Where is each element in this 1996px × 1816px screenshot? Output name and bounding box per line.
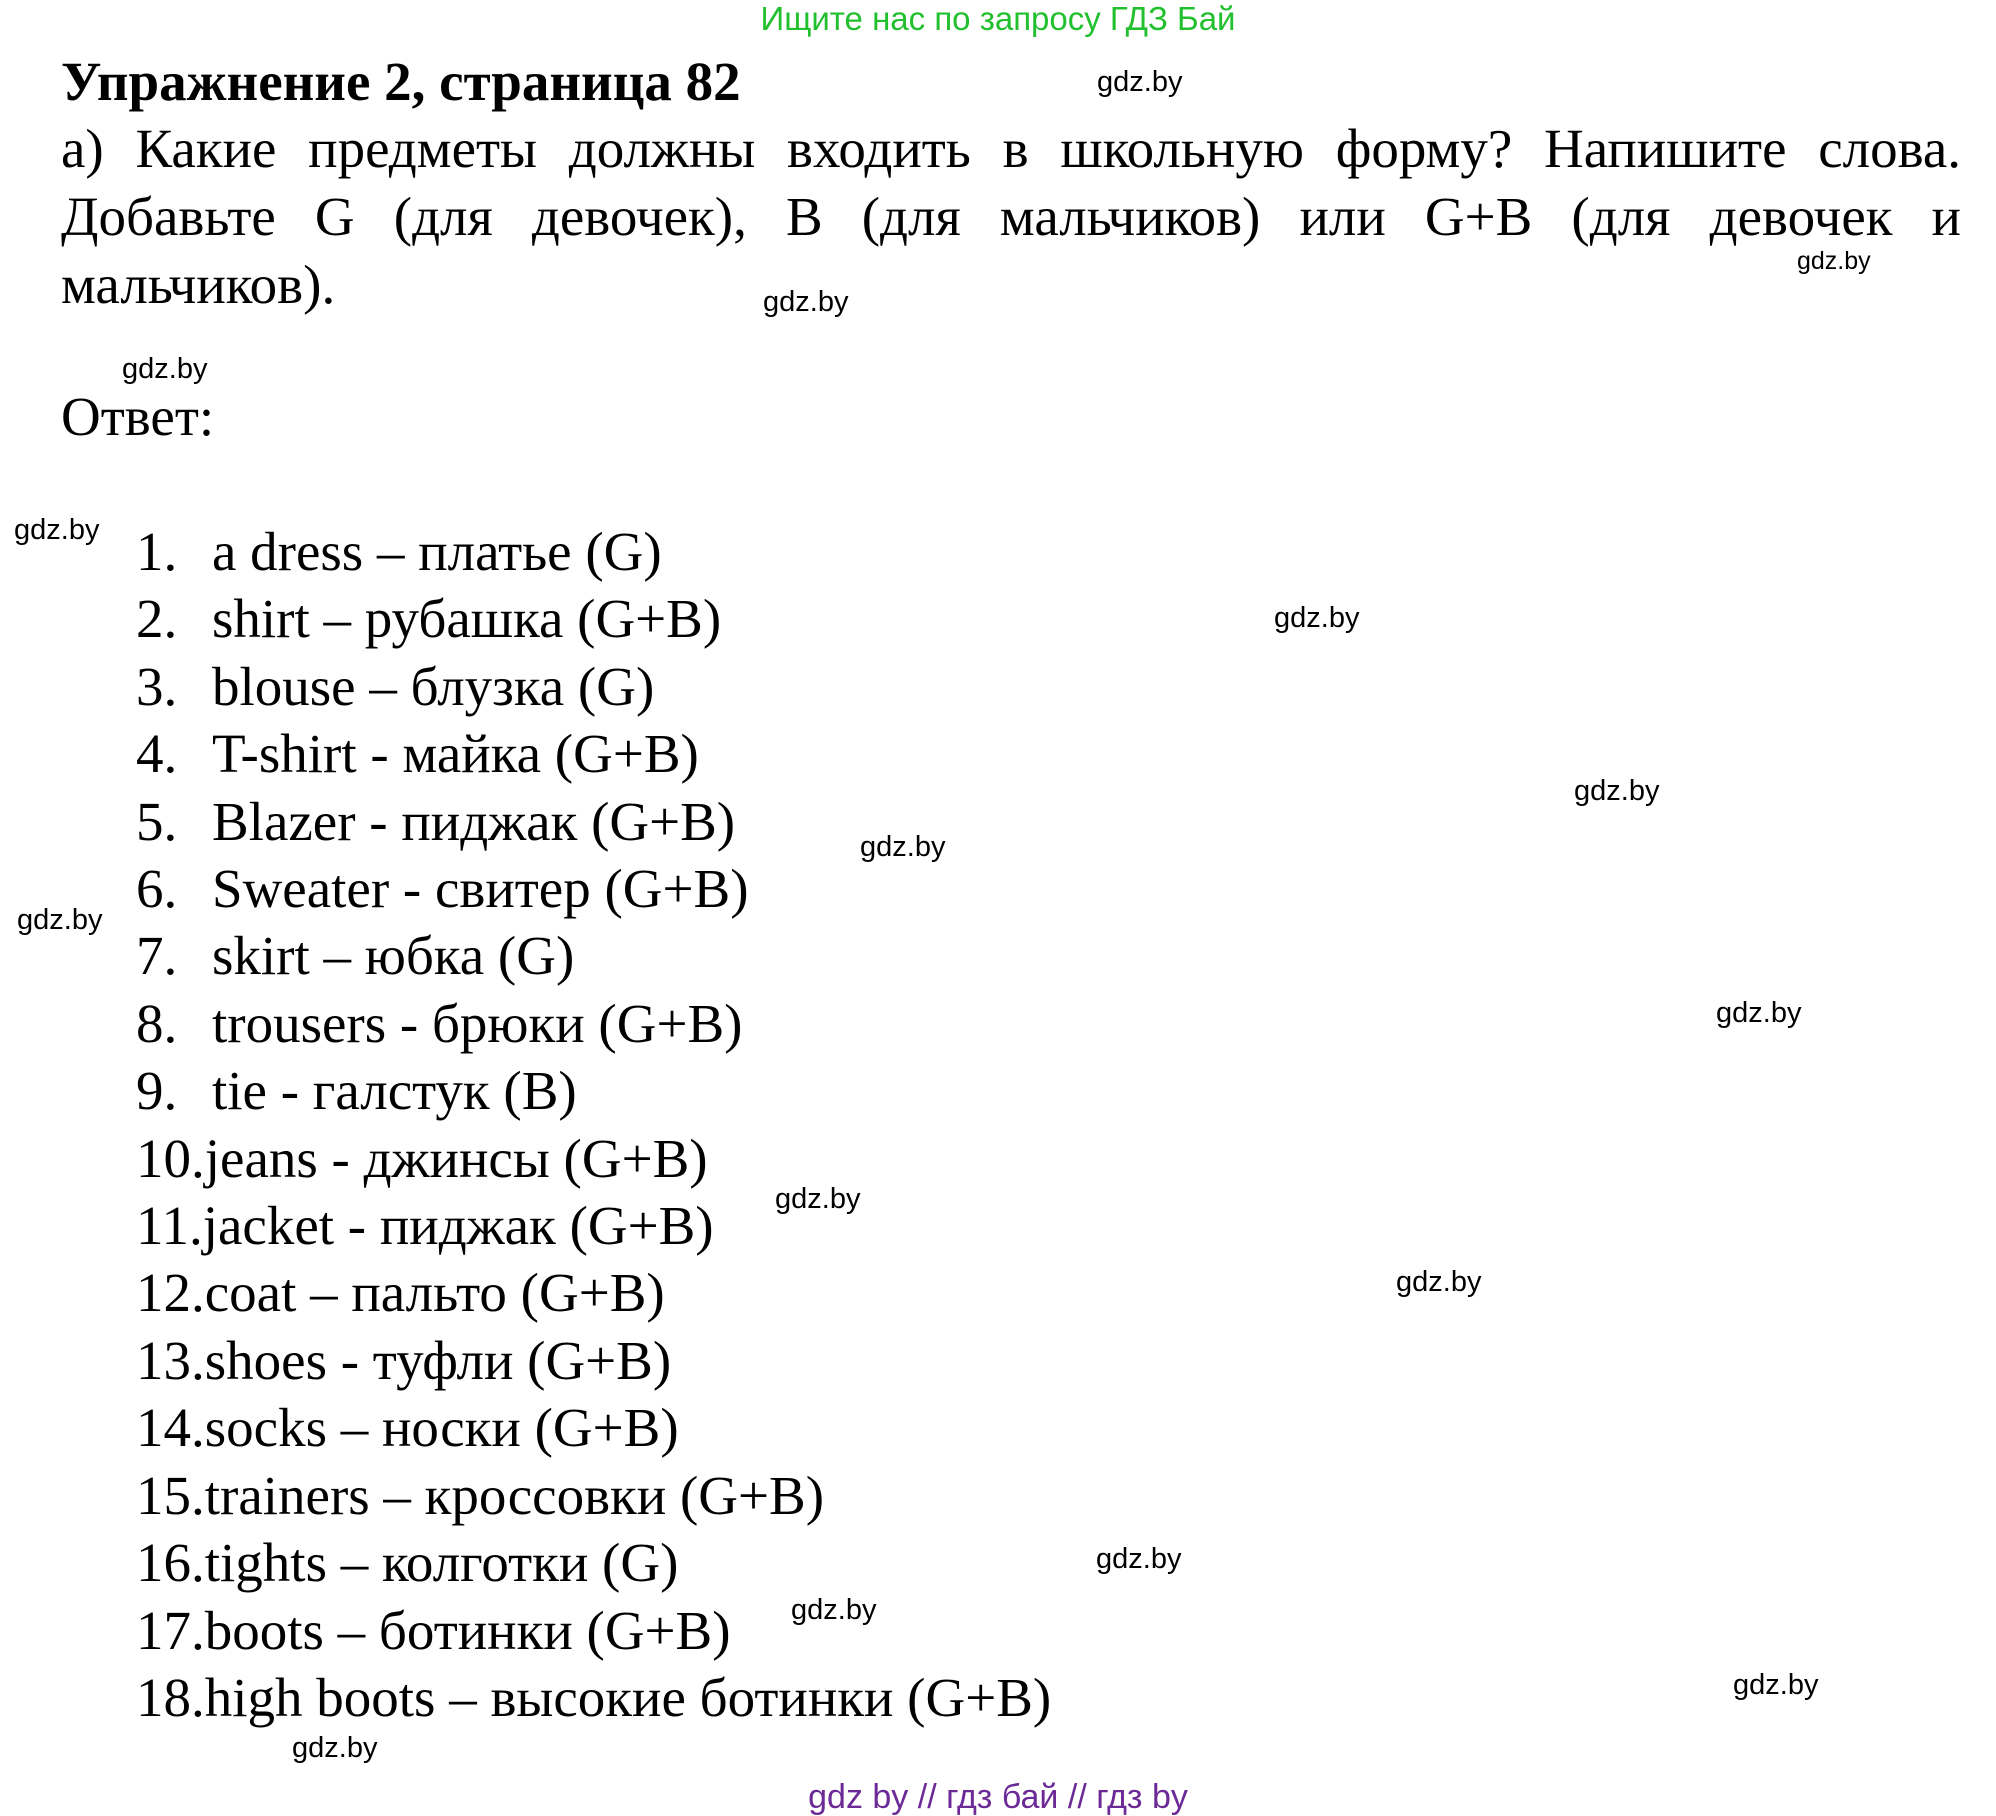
- watermark: gdz.by: [1716, 997, 1802, 1029]
- watermark: gdz.by: [122, 353, 208, 385]
- watermark: gdz.by: [763, 286, 849, 318]
- watermark: gdz.by: [1096, 1543, 1182, 1575]
- item-number: 8.: [136, 992, 178, 1054]
- list-item: [136, 1394, 1051, 1461]
- item-number: 4.: [136, 723, 178, 785]
- task-text: а) Какие предметы должны входить в школьную форму? Напишите слова. Добавьте G (для девочек), B (для мальчиков) или G+B (для девочек и мальчиков).: [61, 118, 1961, 315]
- list-item: [136, 1462, 1051, 1529]
- item-number: 10.: [136, 1127, 205, 1189]
- watermark: gdz.by: [1097, 66, 1183, 98]
- item-number: 17.: [136, 1599, 205, 1661]
- item-number: 7.: [136, 925, 178, 987]
- list-item: [136, 855, 1051, 922]
- item-number: 14.: [136, 1397, 205, 1459]
- item-text: jeans - джинсы (G+B): [204, 1127, 708, 1189]
- item-text: trousers - брюки (G+B): [212, 992, 743, 1054]
- list-item: [136, 990, 1051, 1057]
- footer-links[interactable]: gdz by // гдз бай // гдз by: [808, 1778, 1188, 1816]
- item-text: shirt – рубашка (G+B): [212, 588, 722, 650]
- list-item: [136, 1597, 1051, 1664]
- item-number: 2.: [136, 588, 178, 650]
- watermark: gdz.by: [1574, 775, 1660, 807]
- list-item: [136, 585, 1051, 652]
- watermark: gdz.by: [860, 831, 946, 863]
- item-text: boots – ботинки (G+B): [204, 1599, 731, 1661]
- watermark: gdz.by: [1733, 1669, 1819, 1701]
- answer-list: [136, 518, 1051, 1731]
- item-number: 16.: [136, 1532, 205, 1594]
- watermark: gdz.by: [775, 1183, 861, 1215]
- item-text: coat – пальто (G+B): [204, 1262, 665, 1324]
- top-banner[interactable]: Ищите нас по запросу ГДЗ Бай: [760, 0, 1236, 37]
- list-item: [136, 1259, 1051, 1326]
- item-number: 9.: [136, 1060, 178, 1122]
- item-text: socks – носки (G+B): [204, 1397, 679, 1459]
- list-item: [136, 1529, 1051, 1596]
- watermark: gdz.by: [292, 1732, 378, 1764]
- item-number: 6.: [136, 858, 178, 920]
- item-text: jacket - пиджак (G+B): [202, 1195, 714, 1257]
- watermark: gdz.by: [17, 904, 103, 936]
- list-item: [136, 922, 1051, 989]
- item-number: 13.: [136, 1329, 205, 1391]
- item-text: skirt – юбка (G): [212, 925, 575, 987]
- item-text: Sweater - свитер (G+B): [212, 858, 749, 920]
- watermark: gdz.by: [791, 1594, 877, 1626]
- list-item: [136, 1192, 1051, 1259]
- watermark: gdz.by: [1396, 1266, 1482, 1298]
- item-text: blouse – блузка (G): [212, 655, 655, 717]
- watermark: gdz.by: [1274, 602, 1360, 634]
- item-text: tie - галстук (B): [212, 1060, 577, 1122]
- item-number: 15.: [136, 1464, 205, 1526]
- list-item: [136, 720, 1051, 787]
- item-number: 3.: [136, 655, 178, 717]
- list-item: [136, 1057, 1051, 1124]
- list-item: [136, 653, 1051, 720]
- watermark: gdz.by: [14, 514, 100, 546]
- list-item: [136, 518, 1051, 585]
- item-number: 11.: [136, 1195, 203, 1257]
- item-text: shoes - туфли (G+B): [204, 1329, 672, 1391]
- item-text: tights – колготки (G): [204, 1532, 679, 1594]
- list-item: [136, 1664, 1051, 1731]
- item-number: 18.: [136, 1666, 205, 1728]
- item-text: a dress – платье (G): [212, 521, 662, 582]
- item-number: 1.: [136, 521, 178, 582]
- exercise-title: Упражнение 2, страница 82: [61, 51, 741, 112]
- item-number: 5.: [136, 790, 178, 852]
- list-item: [136, 1327, 1051, 1394]
- item-text: high boots – высокие ботинки (G+B): [204, 1666, 1052, 1728]
- item-text: trainers – кроссовки (G+B): [204, 1464, 825, 1526]
- item-text: T-shirt - майка (G+B): [212, 723, 699, 785]
- list-item: [136, 1125, 1051, 1192]
- item-text: Blazer - пиджак (G+B): [212, 790, 736, 852]
- watermark: gdz.by: [1797, 247, 1871, 275]
- item-number: 12.: [136, 1262, 205, 1324]
- answer-label: Ответ:: [61, 386, 215, 447]
